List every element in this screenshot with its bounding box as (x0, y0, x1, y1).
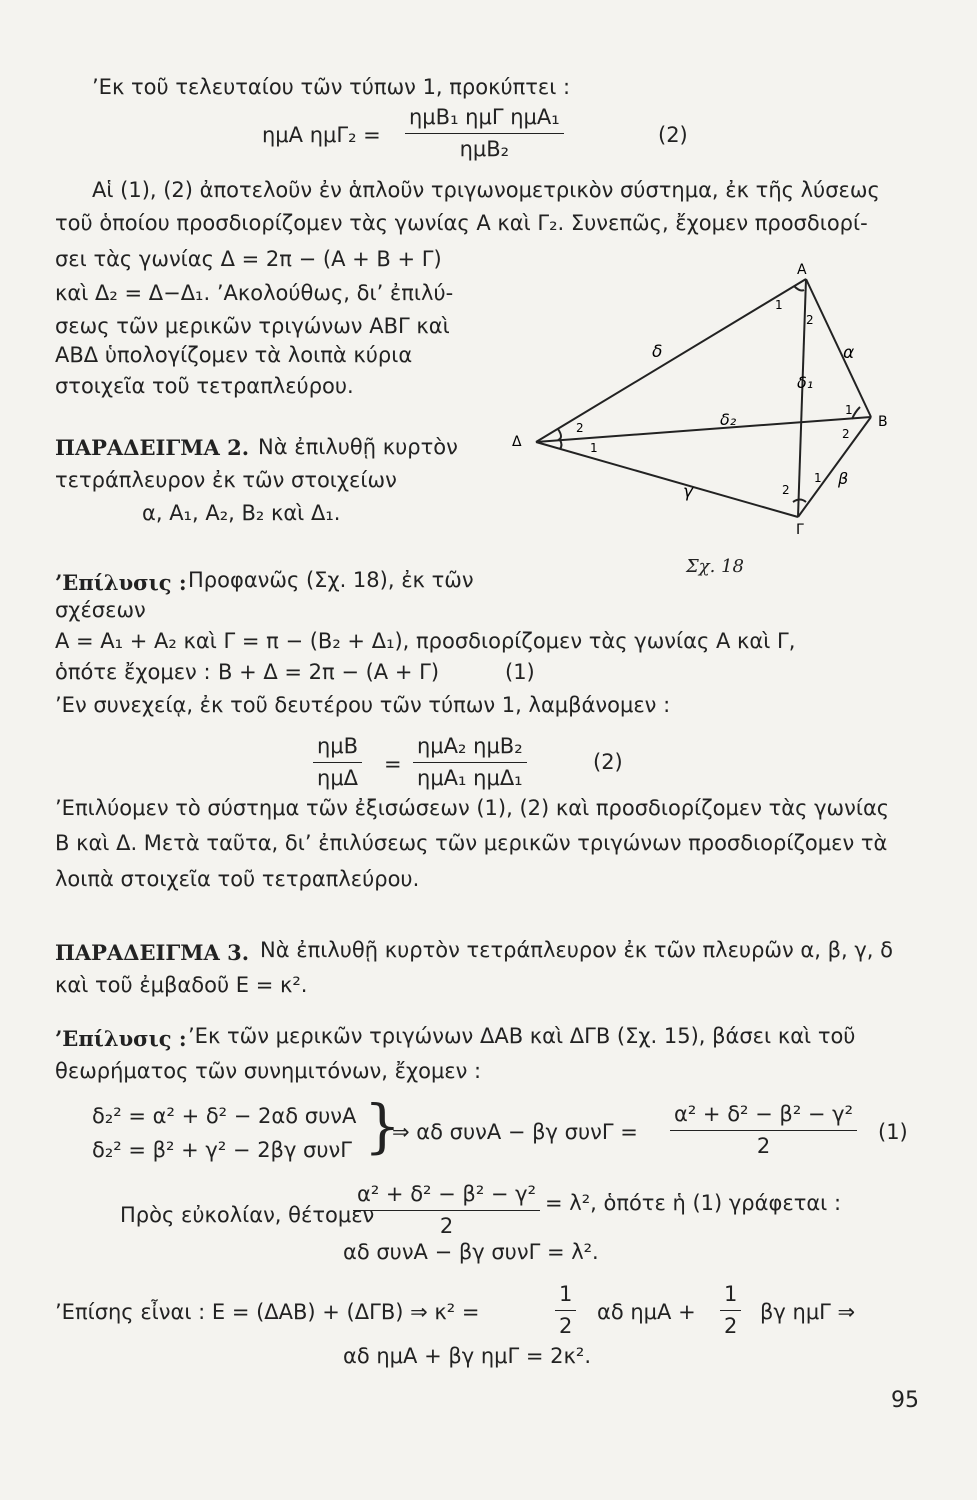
para1-line-6: ΑΒΔ ὑπολογίζομεν τὰ λοιπὰ κύρια (55, 343, 413, 367)
diagonal-AC (798, 279, 806, 517)
label-delta: δ (652, 342, 663, 362)
side-AB (806, 279, 871, 417)
system-eq-1: δ₂² = α² + δ² − 2αδ συνΑ (92, 1104, 357, 1128)
label-alpha: α (843, 343, 855, 363)
angle-label-d1: 1 (590, 441, 598, 455)
implies-num: α² + δ² − β² − γ² (670, 1104, 857, 1131)
angle-label-a1: 1 (775, 298, 783, 312)
eq-a-tag: (2) (658, 123, 688, 147)
eq-a-denominator: ημΒ₂ (459, 137, 510, 161)
para1-line-3: σει τὰς γωνίας Δ = 2π − (Α + Β + Γ) (55, 247, 442, 271)
example2-text-1: Νὰ ἐπιλυθῇ κυρτὸν (258, 435, 458, 459)
eq-b-right-num: ημΑ₂ ημΒ₂ (413, 736, 527, 763)
vertex-D: Δ (512, 434, 522, 450)
label-delta1: δ₁ (797, 373, 814, 392)
example2-solution-1: Προφανῶς (Σχ. 18), ἐκ τῶν (188, 568, 474, 592)
example2-heading: ΠΑΡΑΔΕΙΓΜΑ 2. (55, 435, 250, 460)
half-fraction-2 (720, 1284, 741, 1337)
figure-caption: Σχ. 18 (686, 556, 744, 577)
label-delta2: δ₂ (720, 410, 737, 429)
example2-then-eq: Β + Δ = 2π − (Α + Γ) (218, 660, 440, 684)
para1-line-4: καὶ Δ₂ = Δ−Δ₁. ’Ακολούθως, δι’ ἐπιλύ- (55, 281, 454, 305)
example2-then-tag: (1) (505, 660, 535, 684)
vertex-A: Α (797, 262, 807, 278)
half2-num: 1 (720, 1284, 741, 1311)
ease-fraction (353, 1184, 540, 1237)
label-beta: β (838, 469, 849, 488)
implies-fraction (670, 1104, 857, 1157)
side-CD (536, 442, 798, 517)
ease-prefix: Πρὸς εὐκολίαν, θέτομεν (120, 1203, 375, 1227)
ease-num: α² + δ² − β² − γ² (353, 1184, 540, 1211)
system-eq-2: δ₂² = β² + γ² − 2βγ συνΓ (92, 1138, 352, 1162)
example2-closing-2: Β καὶ Δ. Μετὰ ταῦτα, δι’ ἐπιλύσεως τῶν μερικῶν τριγώνων προσδιορίζομεν τὰ (55, 831, 888, 855)
eq-b-right-den: ημΑ₁ ημΔ₁ (417, 766, 523, 790)
eq-a-numerator: ημΒ₁ ημΓ ημΑ₁ (405, 107, 564, 134)
example3-solution-1: ’Εκ τῶν μερικῶν τριγώνων ΔΑΒ καὶ ΔΓΒ (Σχ. 15), βάσει καὶ τοῦ (188, 1024, 856, 1048)
angle-arc-d2 (560, 440, 562, 449)
eq-b-left-num: ημΒ (313, 736, 362, 763)
vertex-C: Γ (796, 522, 804, 538)
label-gamma: γ (683, 482, 694, 502)
half2-den: 2 (724, 1314, 738, 1338)
implies-den: 2 (756, 1134, 771, 1158)
example2-solution-2: σχέσεων (55, 598, 146, 622)
example3-solution-2: θεωρήματος τῶν συνημιτόνων, ἔχομεν : (55, 1059, 482, 1083)
example2-solution-label: ’Επίλυσις : (55, 570, 187, 595)
implies-lhs: ⇒ αδ συνΑ − βγ συνΓ = (392, 1120, 638, 1144)
angle-label-c2: 2 (782, 483, 790, 497)
para1-line-5: σεως τῶν μερικῶν τριγώνων ΑΒΓ καὶ (55, 314, 450, 338)
example2-closing-1: ’Επιλύομεν τὸ σύστημα τῶν ἐξισώσεων (1), (2) καὶ προσδιορίζομεν τὰς γωνίας (55, 796, 890, 820)
para1-line-1: Αἱ (1), (2) ἀποτελοῦν ἐν ἁπλοῦν τριγωνομετρικὸν σύστημα, ἐκ τῆς λύσεως (92, 178, 880, 202)
angle-arc-a1 (794, 286, 804, 291)
lambda-equation: αδ συνΑ − βγ συνΓ = λ². (343, 1240, 599, 1264)
para1-line-7: στοιχεῖα τοῦ τετραπλεύρου. (55, 374, 354, 398)
final-equation: αδ ημΑ + βγ ημΓ = 2κ². (343, 1344, 592, 1368)
half1-den: 2 (559, 1314, 573, 1338)
example3-solution-label: ’Επίλυσις : (55, 1026, 187, 1051)
angle-label-d2: 2 (576, 421, 584, 435)
area-prefix: ’Επίσης εἶναι : Ε = (ΔΑΒ) + (ΔΓΒ) ⇒ κ² = (55, 1300, 480, 1324)
eq-b-tag: (2) (593, 750, 623, 774)
half-fraction-1 (555, 1284, 576, 1337)
angle-arc-d1 (558, 429, 561, 440)
ease-suffix: = λ², ὁπότε ἡ (1) γράφεται : (545, 1191, 842, 1215)
eq-b-equals: = (384, 752, 402, 776)
area-end-term: βγ ημΓ ⇒ (760, 1300, 856, 1324)
angle-label-b2: 2 (842, 427, 850, 441)
diagonal-DB (536, 417, 871, 442)
eq-a-fraction (405, 107, 564, 160)
area-mid-term: αδ ημΑ + (597, 1300, 696, 1324)
eq-a-lhs: ημΑ ημΓ₂ = (262, 123, 381, 147)
para1-line-2: τοῦ ὁποίου προσδιορίζομεν τὰς γωνίας Α καὶ Γ₂. Συνεπῶς, ἔχομεν προσδιορί- (55, 211, 868, 235)
eq-b-left-den: ημΔ (317, 766, 359, 790)
side-BC (798, 417, 871, 517)
angle-label-b1: 1 (845, 403, 853, 417)
system-brace: } (364, 1092, 401, 1160)
eq-b-right-fraction (413, 736, 527, 789)
page-number: 95 (891, 1388, 919, 1413)
quadrilateral-figure (500, 262, 900, 592)
implies-tag: (1) (878, 1120, 908, 1144)
ease-den: 2 (439, 1214, 454, 1238)
example3-text-1: Νὰ ἐπιλυθῇ κυρτὸν τετράπλευρον ἐκ τῶν πλευρῶν α, β, γ, δ (260, 938, 893, 962)
example3-text-2: καὶ τοῦ ἐμβαδοῦ Ε = κ². (55, 973, 308, 997)
angle-label-c1: 1 (814, 471, 822, 485)
eq-b-left-fraction (313, 736, 362, 789)
side-DA (536, 279, 806, 442)
example2-text-2: τετράπλευρον ἐκ τῶν στοιχείων (55, 468, 397, 492)
example2-then-prefix: ὁπότε ἔχομεν : (55, 660, 211, 684)
example2-closing-3: λοιπὰ στοιχεῖα τοῦ τετραπλεύρου. (55, 867, 420, 891)
half1-num: 1 (555, 1284, 576, 1311)
angle-label-a2: 2 (806, 313, 814, 327)
example2-relation: Α = Α₁ + Α₂ καὶ Γ = π − (Β₂ + Δ₁), προσδιορίζομεν τὰς γωνίας Α καὶ Γ, (55, 629, 796, 653)
vertex-B: Β (878, 414, 888, 430)
example2-next-line: ’Εν συνεχείᾳ, ἐκ τοῦ δευτέρου τῶν τύπων 1, λαμβάνομεν : (55, 693, 671, 717)
example3-heading: ΠΑΡΑΔΕΙΓΜΑ 3. (55, 940, 250, 965)
example2-text-3: α, Α₁, Α₂, Β₂ καὶ Δ₁. (142, 501, 341, 525)
intro-line: ’Εκ τοῦ τελευταίου τῶν τύπων 1, προκύπτει : (92, 75, 571, 99)
